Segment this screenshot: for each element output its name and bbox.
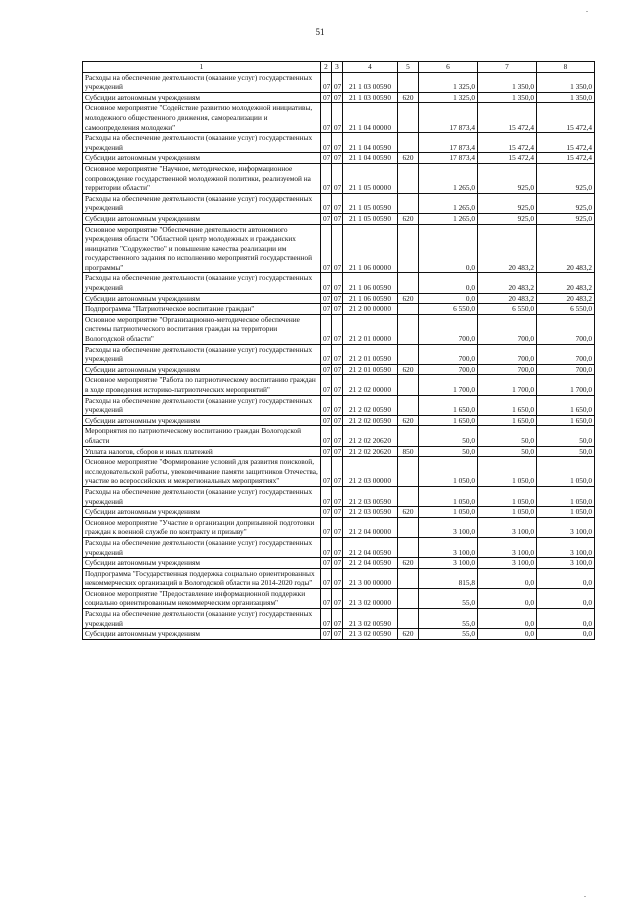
row-section-cell: 07 [321,375,332,395]
row-target-code-cell: 21 2 04 00590 [343,558,398,569]
row-amount-col6-cell: 17 873,4 [419,153,478,164]
row-expense-type-cell [398,133,419,153]
row-amount-col7-cell: 6 550,0 [478,304,537,315]
row-section-cell: 07 [321,537,332,557]
row-expense-type-cell: 850 [398,446,419,457]
table-row [83,609,595,629]
table-row [83,72,595,92]
row-expense-type-cell [398,486,419,506]
row-amount-col6-cell: 0,0 [419,293,478,304]
row-section-cell: 07 [321,72,332,92]
row-expense-type-cell: 620 [398,558,419,569]
row-subsection-cell: 07 [332,457,343,487]
row-amount-col8-cell: 3 100,0 [537,537,595,557]
table-row [83,486,595,506]
row-subsection-cell: 07 [332,153,343,164]
row-expense-type-cell [398,426,419,446]
row-target-code-cell: 21 3 02 00590 [343,629,398,640]
row-amount-col8-cell: 15 472,4 [537,133,595,153]
row-subsection-cell: 07 [332,507,343,518]
row-target-code-cell: 21 1 05 00590 [343,213,398,224]
table-row [83,537,595,557]
table-row [83,415,595,426]
row-amount-col7-cell: 1 650,0 [478,415,537,426]
row-target-code-cell: 21 2 01 00000 [343,314,398,344]
row-subsection-cell: 07 [332,193,343,213]
row-amount-col8-cell: 1 700,0 [537,375,595,395]
row-amount-col8-cell: 1 050,0 [537,507,595,518]
row-amount-col7-cell: 700,0 [478,314,537,344]
table-row [83,153,595,164]
row-amount-col6-cell: 6 550,0 [419,304,478,315]
row-section-cell: 07 [321,568,332,588]
row-expense-type-cell [398,314,419,344]
row-name-cell: Субсидии автономным учреждениям [83,415,321,426]
row-target-code-cell: 21 1 04 00590 [343,133,398,153]
table-row [83,213,595,224]
row-amount-col7-cell: 0,0 [478,568,537,588]
table-row [83,457,595,487]
row-section-cell: 07 [321,92,332,103]
row-target-code-cell: 21 2 01 00590 [343,364,398,375]
row-amount-col8-cell: 700,0 [537,364,595,375]
row-amount-col8-cell: 925,0 [537,193,595,213]
row-amount-col8-cell: 700,0 [537,314,595,344]
row-name-cell: Расходы на обеспечение деятельности (оказание услуг) государственных учреждений [83,72,321,92]
row-expense-type-cell [398,224,419,273]
row-amount-col8-cell: 925,0 [537,163,595,193]
row-amount-col6-cell: 1 265,0 [419,213,478,224]
row-section-cell: 07 [321,629,332,640]
row-expense-type-cell [398,537,419,557]
row-expense-type-cell [398,375,419,395]
table-row [83,558,595,569]
row-name-cell: Расходы на обеспечение деятельности (оказание услуг) государственных учреждений [83,193,321,213]
row-section-cell: 07 [321,153,332,164]
row-target-code-cell: 21 2 04 00590 [343,537,398,557]
row-expense-type-cell [398,395,419,415]
row-amount-col8-cell: 925,0 [537,213,595,224]
row-amount-col7-cell: 1 050,0 [478,457,537,487]
row-expense-type-cell [398,72,419,92]
row-subsection-cell: 07 [332,344,343,364]
row-amount-col7-cell: 925,0 [478,213,537,224]
row-name-cell: Основное мероприятие "Обеспечение деятельности автономного учреждения области "Областной центр молодежных и гражданских инициатив "Содружество" и повышение качества реализации им государственного задания по исполнению мероприятий государственной программы" [83,224,321,273]
row-amount-col7-cell: 1 050,0 [478,486,537,506]
row-name-cell: Субсидии автономным учреждениям [83,364,321,375]
table-row [83,92,595,103]
row-section-cell: 07 [321,133,332,153]
row-amount-col6-cell: 1 050,0 [419,457,478,487]
row-target-code-cell: 21 3 02 00000 [343,588,398,608]
row-section-cell: 07 [321,426,332,446]
row-section-cell: 07 [321,517,332,537]
table-body [83,72,595,639]
row-amount-col6-cell: 1 050,0 [419,486,478,506]
table-row [83,588,595,608]
row-subsection-cell: 07 [332,568,343,588]
row-target-code-cell: 21 1 03 00590 [343,72,398,92]
row-target-code-cell: 21 1 06 00590 [343,293,398,304]
row-subsection-cell: 07 [332,588,343,608]
row-amount-col6-cell: 50,0 [419,426,478,446]
row-subsection-cell: 07 [332,273,343,293]
row-amount-col8-cell: 20 483,2 [537,293,595,304]
budget-table [82,61,595,640]
row-amount-col7-cell: 0,0 [478,588,537,608]
row-target-code-cell: 21 2 03 00590 [343,486,398,506]
row-amount-col7-cell: 700,0 [478,344,537,364]
row-name-cell: Основное мероприятие "Работа по патриотическому воспитанию граждан в ходе проведения историко-патриотических мероприятий" [83,375,321,395]
row-amount-col6-cell: 55,0 [419,629,478,640]
row-expense-type-cell [398,588,419,608]
row-amount-col7-cell: 50,0 [478,446,537,457]
row-amount-col8-cell: 1 650,0 [537,395,595,415]
row-amount-col7-cell: 3 100,0 [478,558,537,569]
row-amount-col8-cell: 15 472,4 [537,103,595,133]
row-target-code-cell: 21 2 02 00000 [343,375,398,395]
row-expense-type-cell [398,457,419,487]
row-name-cell: Подпрограмма "Патриотическое воспитание граждан" [83,304,321,315]
row-name-cell: Расходы на обеспечение деятельности (оказание услуг) государственных учреждений [83,273,321,293]
row-amount-col8-cell: 1 650,0 [537,415,595,426]
row-subsection-cell: 07 [332,133,343,153]
row-target-code-cell: 21 2 00 00000 [343,304,398,315]
row-amount-col7-cell: 15 472,4 [478,103,537,133]
row-amount-col8-cell: 6 550,0 [537,304,595,315]
table-row [83,304,595,315]
row-expense-type-cell [398,163,419,193]
row-expense-type-cell [398,103,419,133]
row-amount-col8-cell: 3 100,0 [537,517,595,537]
row-amount-col7-cell: 925,0 [478,163,537,193]
row-amount-col6-cell: 700,0 [419,344,478,364]
row-section-cell: 07 [321,213,332,224]
row-subsection-cell: 07 [332,304,343,315]
row-name-cell: Расходы на обеспечение деятельности (оказание услуг) государственных учреждений [83,344,321,364]
row-name-cell: Расходы на обеспечение деятельности (оказание услуг) государственных учреждений [83,395,321,415]
row-amount-col7-cell: 1 350,0 [478,72,537,92]
table-row [83,344,595,364]
row-target-code-cell: 21 2 02 00590 [343,415,398,426]
row-name-cell: Уплата налогов, сборов и иных платежей [83,446,321,457]
row-name-cell: Подпрограмма "Государственная поддержка социально ориентированных некоммерческих организаций в Вологодской области на 2014-2020 годы" [83,568,321,588]
row-subsection-cell: 07 [332,558,343,569]
table-row [83,517,595,537]
row-name-cell: Основное мероприятие "Участие в организации допризывной подготовки граждан к военной службе по контракту и призыву" [83,517,321,537]
row-section-cell: 07 [321,193,332,213]
row-amount-col8-cell: 0,0 [537,588,595,608]
row-target-code-cell: 21 1 05 00000 [343,163,398,193]
row-target-code-cell: 21 2 03 00590 [343,507,398,518]
row-name-cell: Мероприятия по патриотическому воспитанию граждан Вологодской области [83,426,321,446]
row-expense-type-cell [398,304,419,315]
row-section-cell: 07 [321,609,332,629]
row-amount-col6-cell: 3 100,0 [419,558,478,569]
row-expense-type-cell [398,273,419,293]
row-amount-col8-cell: 0,0 [537,568,595,588]
row-name-cell: Расходы на обеспечение деятельности (оказание услуг) государственных учреждений [83,133,321,153]
row-subsection-cell: 07 [332,395,343,415]
row-amount-col6-cell: 55,0 [419,609,478,629]
row-amount-col8-cell: 50,0 [537,446,595,457]
row-amount-col6-cell: 3 100,0 [419,517,478,537]
table-row [83,364,595,375]
row-target-code-cell: 21 1 05 00590 [343,193,398,213]
row-subsection-cell: 07 [332,446,343,457]
row-section-cell: 07 [321,507,332,518]
row-amount-col6-cell: 0,0 [419,224,478,273]
table-row [83,314,595,344]
row-amount-col8-cell: 1 350,0 [537,92,595,103]
header-cell: 1 [83,62,321,73]
row-section-cell: 07 [321,273,332,293]
table-row [83,426,595,446]
corner-mark: . [584,890,586,899]
row-name-cell: Субсидии автономным учреждениям [83,629,321,640]
row-expense-type-cell [398,193,419,213]
header-cell: 3 [332,62,343,73]
header-cell: 4 [343,62,398,73]
row-target-code-cell: 21 3 00 00000 [343,568,398,588]
header-cell: 7 [478,62,537,73]
row-amount-col6-cell: 1 265,0 [419,163,478,193]
row-target-code-cell: 21 2 02 20620 [343,446,398,457]
row-section-cell: 07 [321,486,332,506]
row-name-cell: Субсидии автономным учреждениям [83,507,321,518]
table-row [83,375,595,395]
row-amount-col6-cell: 815,8 [419,568,478,588]
page-number: 51 [315,27,325,37]
row-amount-col8-cell: 15 472,4 [537,153,595,164]
row-subsection-cell: 07 [332,103,343,133]
row-amount-col6-cell: 1 650,0 [419,395,478,415]
row-subsection-cell: 07 [332,364,343,375]
row-subsection-cell: 07 [332,426,343,446]
row-amount-col8-cell: 700,0 [537,344,595,364]
row-section-cell: 07 [321,558,332,569]
row-section-cell: 07 [321,314,332,344]
row-name-cell: Расходы на обеспечение деятельности (оказание услуг) государственных учреждений [83,537,321,557]
row-section-cell: 07 [321,103,332,133]
row-amount-col6-cell: 700,0 [419,314,478,344]
row-amount-col6-cell: 55,0 [419,588,478,608]
row-amount-col7-cell: 0,0 [478,609,537,629]
row-section-cell: 07 [321,364,332,375]
table-row [83,446,595,457]
row-subsection-cell: 07 [332,293,343,304]
row-expense-type-cell [398,609,419,629]
row-amount-col7-cell: 1 050,0 [478,507,537,518]
row-target-code-cell: 21 2 04 00000 [343,517,398,537]
table-row [83,293,595,304]
row-expense-type-cell: 620 [398,415,419,426]
row-subsection-cell: 07 [332,486,343,506]
table-row [83,395,595,415]
row-section-cell: 07 [321,304,332,315]
row-target-code-cell: 21 2 03 00000 [343,457,398,487]
row-expense-type-cell: 620 [398,153,419,164]
row-amount-col7-cell: 1 650,0 [478,395,537,415]
row-amount-col6-cell: 1 050,0 [419,507,478,518]
row-amount-col7-cell: 15 472,4 [478,153,537,164]
row-expense-type-cell: 620 [398,629,419,640]
budget-table-container [82,61,594,640]
row-amount-col7-cell: 20 483,2 [478,273,537,293]
row-amount-col8-cell: 1 050,0 [537,457,595,487]
row-target-code-cell: 21 1 03 00590 [343,92,398,103]
row-subsection-cell: 07 [332,72,343,92]
row-section-cell: 07 [321,395,332,415]
row-target-code-cell: 21 2 02 00590 [343,395,398,415]
row-target-code-cell: 21 1 04 00000 [343,103,398,133]
header-cell: 6 [419,62,478,73]
row-amount-col6-cell: 1 325,0 [419,72,478,92]
row-subsection-cell: 07 [332,537,343,557]
row-subsection-cell: 07 [332,163,343,193]
row-target-code-cell: 21 1 04 00590 [343,153,398,164]
row-amount-col8-cell: 0,0 [537,609,595,629]
row-amount-col7-cell: 50,0 [478,426,537,446]
row-section-cell: 07 [321,457,332,487]
row-subsection-cell: 07 [332,213,343,224]
row-amount-col6-cell: 1 650,0 [419,415,478,426]
row-amount-col6-cell: 0,0 [419,273,478,293]
header-cell: 8 [537,62,595,73]
row-section-cell: 07 [321,344,332,364]
row-amount-col6-cell: 3 100,0 [419,537,478,557]
row-name-cell: Основное мероприятие "Предоставление информационной поддержки социально ориентированным некоммерческим организациям" [83,588,321,608]
row-subsection-cell: 07 [332,609,343,629]
row-expense-type-cell: 620 [398,92,419,103]
row-name-cell: Основное мероприятие "Организационно-методическое обеспечение системы патриотического воспитания граждан на территории Вологодской области" [83,314,321,344]
row-subsection-cell: 07 [332,92,343,103]
table-row [83,507,595,518]
row-amount-col6-cell: 700,0 [419,364,478,375]
row-section-cell: 07 [321,224,332,273]
header-cell: 5 [398,62,419,73]
row-section-cell: 07 [321,415,332,426]
table-header-row [83,62,595,73]
row-name-cell: Расходы на обеспечение деятельности (оказание услуг) государственных учреждений [83,486,321,506]
table-row [83,133,595,153]
row-amount-col7-cell: 0,0 [478,629,537,640]
table-row [83,163,595,193]
row-amount-col7-cell: 3 100,0 [478,537,537,557]
row-target-code-cell: 21 1 06 00590 [343,273,398,293]
row-subsection-cell: 07 [332,629,343,640]
table-row [83,568,595,588]
row-expense-type-cell: 620 [398,507,419,518]
row-amount-col6-cell: 50,0 [419,446,478,457]
row-target-code-cell: 21 2 01 00590 [343,344,398,364]
row-amount-col7-cell: 925,0 [478,193,537,213]
row-name-cell: Субсидии автономным учреждениям [83,293,321,304]
row-name-cell: Основное мероприятие "Формирование условий для развития поисковой, исследовательской работы, увековечивание памяти защитников Отечества, участие во всероссийских и межрегиональных мероприятиях" [83,457,321,487]
row-amount-col8-cell: 3 100,0 [537,558,595,569]
row-target-code-cell: 21 1 06 00000 [343,224,398,273]
row-amount-col6-cell: 1 700,0 [419,375,478,395]
row-section-cell: 07 [321,588,332,608]
row-amount-col8-cell: 20 483,2 [537,224,595,273]
row-expense-type-cell [398,568,419,588]
row-amount-col6-cell: 17 873,4 [419,133,478,153]
row-expense-type-cell [398,344,419,364]
row-name-cell: Субсидии автономным учреждениям [83,213,321,224]
row-name-cell: Основное мероприятие "Содействие развитию молодежной инициативы, молодежного общественного движения, самореализации и самоопределения молодежи" [83,103,321,133]
row-amount-col8-cell: 50,0 [537,426,595,446]
row-amount-col7-cell: 1 700,0 [478,375,537,395]
row-amount-col7-cell: 3 100,0 [478,517,537,537]
row-target-code-cell: 21 3 02 00590 [343,609,398,629]
row-amount-col8-cell: 1 050,0 [537,486,595,506]
row-target-code-cell: 21 2 02 20620 [343,426,398,446]
header-cell: 2 [321,62,332,73]
row-subsection-cell: 07 [332,375,343,395]
row-amount-col6-cell: 1 265,0 [419,193,478,213]
row-expense-type-cell: 620 [398,293,419,304]
row-expense-type-cell: 620 [398,364,419,375]
row-amount-col7-cell: 15 472,4 [478,133,537,153]
row-name-cell: Основное мероприятие "Научное, методическое, информационное сопровождение государственной молодежной политики, реализуемой на территории области" [83,163,321,193]
row-subsection-cell: 07 [332,224,343,273]
row-subsection-cell: 07 [332,415,343,426]
row-subsection-cell: 07 [332,314,343,344]
table-row [83,629,595,640]
table-row [83,193,595,213]
table-row [83,103,595,133]
row-subsection-cell: 07 [332,517,343,537]
table-row [83,224,595,273]
row-amount-col8-cell: 20 483,2 [537,273,595,293]
row-amount-col7-cell: 20 483,2 [478,293,537,304]
row-amount-col8-cell: 1 350,0 [537,72,595,92]
row-expense-type-cell: 620 [398,213,419,224]
row-section-cell: 07 [321,163,332,193]
table-row [83,273,595,293]
row-name-cell: Субсидии автономным учреждениям [83,558,321,569]
row-amount-col8-cell: 0,0 [537,629,595,640]
row-amount-col6-cell: 1 325,0 [419,92,478,103]
row-section-cell: 07 [321,446,332,457]
row-amount-col7-cell: 700,0 [478,364,537,375]
row-expense-type-cell [398,517,419,537]
row-name-cell: Расходы на обеспечение деятельности (оказание услуг) государственных учреждений [83,609,321,629]
row-amount-col6-cell: 17 873,4 [419,103,478,133]
row-section-cell: 07 [321,293,332,304]
row-name-cell: Субсидии автономным учреждениям [83,153,321,164]
row-name-cell: Субсидии автономным учреждениям [83,92,321,103]
row-amount-col7-cell: 20 483,2 [478,224,537,273]
row-amount-col7-cell: 1 350,0 [478,92,537,103]
corner-mark: . [586,5,588,14]
